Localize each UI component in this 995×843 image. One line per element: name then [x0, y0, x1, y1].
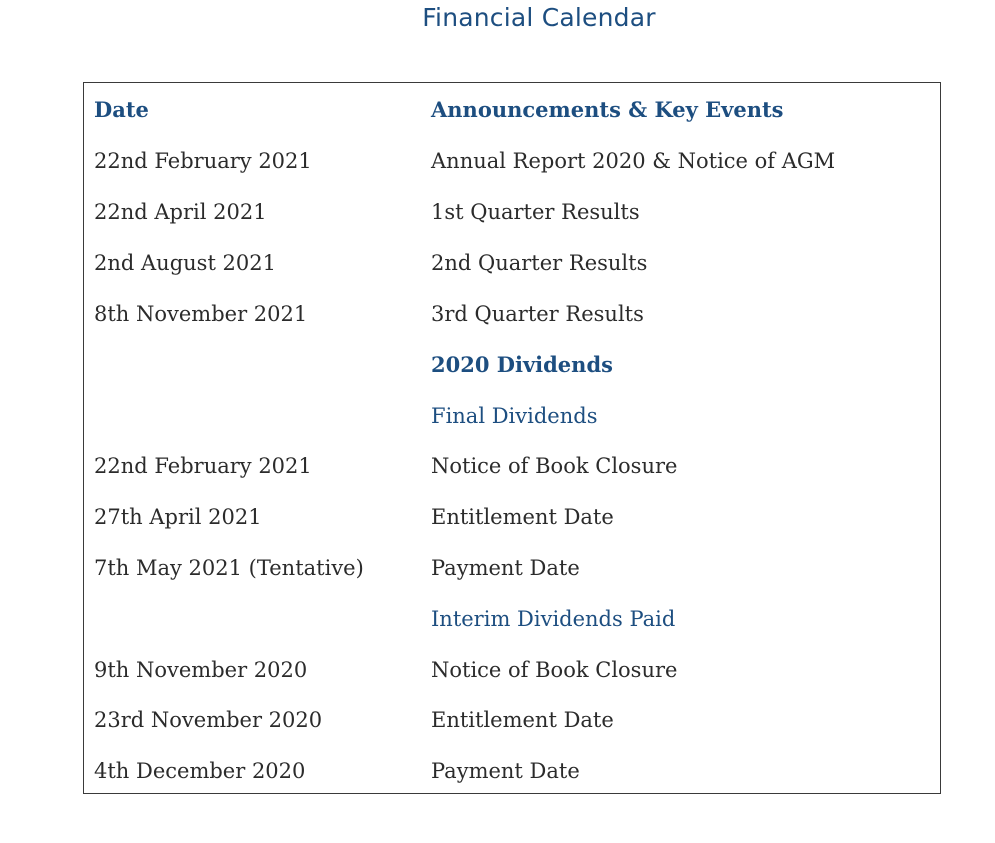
subsection-heading-final-dividends: Final Dividends: [431, 404, 598, 428]
subsection-heading-interim-dividends: Interim Dividends Paid: [431, 607, 676, 631]
table-row: [84, 548, 940, 588]
subsection-heading-row: [84, 396, 940, 436]
row-event: Entitlement Date: [431, 505, 614, 529]
table-row: [84, 141, 940, 181]
table-row: [84, 243, 940, 283]
row-event: Notice of Book Closure: [431, 454, 678, 478]
table-header-row: [84, 90, 940, 130]
table-row: [84, 650, 940, 690]
row-date: 22nd February 2021: [94, 149, 312, 173]
row-date: 22nd April 2021: [94, 200, 267, 224]
table-row: [84, 497, 940, 537]
events-column-header: Announcements & Key Events: [431, 97, 784, 122]
page-title: Financial Calendar: [422, 3, 656, 32]
section-heading-row: [84, 345, 940, 385]
row-date: 22nd February 2021: [94, 454, 312, 478]
row-date: 7th May 2021 (Tentative): [94, 556, 364, 580]
table-row: [84, 700, 940, 740]
row-date: 4th December 2020: [94, 759, 306, 783]
row-event: Payment Date: [431, 556, 580, 580]
row-event: Payment Date: [431, 759, 580, 783]
table-row: [84, 446, 940, 486]
row-date: 23rd November 2020: [94, 708, 323, 732]
row-date: 8th November 2021: [94, 302, 308, 326]
row-event: 1st Quarter Results: [431, 200, 640, 224]
row-event: Annual Report 2020 & Notice of AGM: [431, 149, 836, 173]
table-row: [84, 192, 940, 232]
row-date: 27th April 2021: [94, 505, 262, 529]
row-event: Entitlement Date: [431, 708, 614, 732]
table-row: [84, 751, 940, 791]
row-event: 2nd Quarter Results: [431, 251, 648, 275]
subsection-heading-row: [84, 599, 940, 639]
date-column-header: Date: [94, 97, 149, 122]
row-event: 3rd Quarter Results: [431, 302, 644, 326]
row-date: 9th November 2020: [94, 658, 308, 682]
row-date: 2nd August 2021: [94, 251, 276, 275]
table-row: [84, 294, 940, 334]
financial-calendar-table: [83, 82, 941, 794]
section-heading-2020-dividends: 2020 Dividends: [431, 352, 613, 377]
row-event: Notice of Book Closure: [431, 658, 678, 682]
